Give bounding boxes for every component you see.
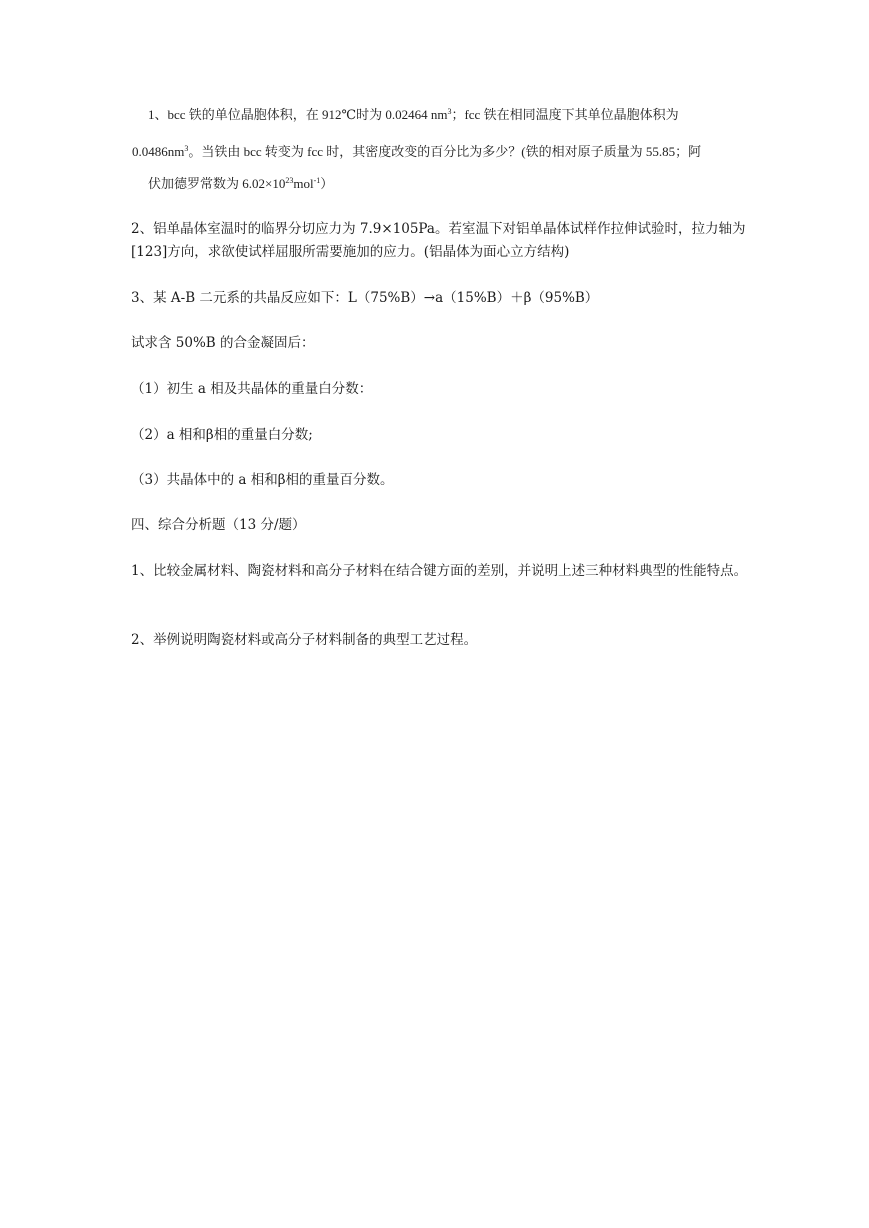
q1-text-part: 。当铁由 bcc 转变为 fcc 时，其密度改变的百分比为多少？(铁的相对原子质量为 55.85；阿	[188, 144, 702, 159]
question-1-line-2	[132, 141, 701, 160]
question-1-line-3	[148, 173, 333, 192]
question-2: 2、铝单晶体室温时的临界分切应力为 7.9×105Pa。若室温下对铝单晶体试样作拉伸试验时，拉力轴为[123]方向，求欲使试样屈服所需要施加的应力。(铝晶体为面心立方结构)	[131, 221, 746, 260]
section-4-question-2: 2、举例说明陶瓷材料或高分子材料制备的典型工艺过程。	[131, 632, 478, 648]
question-1-line-1	[148, 104, 679, 123]
q1-text-part: ；fcc 铁在相同温度下其单位晶胞体积为	[451, 107, 679, 122]
q1-text-part: 0.0486nm	[132, 144, 185, 159]
question-3-part-1: （1）初生 a 相及共晶体的重量白分数：	[131, 381, 373, 397]
q1-text-part: 伏加德罗常数为 6.02×10	[148, 176, 286, 191]
superscript: 3	[184, 144, 189, 153]
q1-text-part: ）	[320, 176, 334, 191]
question-3-part-2: （2）a 相和β相的重量白分数;	[131, 427, 313, 443]
q1-text-part: 1、bcc 铁的单位晶胞体积，在 912℃时为 0.02464 nm	[148, 107, 448, 122]
superscript: 23	[285, 176, 294, 185]
q1-text-part: mol	[293, 176, 314, 191]
question-3-intro: 试求含 50%B 的合金凝固后：	[131, 335, 315, 351]
superscript: 3	[447, 107, 452, 116]
question-3: 3、某 A-B 二元系的共晶反应如下：L（75%B）→a（15%B）＋β（95%B）	[131, 290, 599, 306]
section-4-question-1: 1、比较金属材料、陶瓷材料和高分子材料在结合键方面的差别，并说明上述三种材料典型的性能特点。	[131, 563, 748, 579]
section-heading: 四、综合分析题（13 分/题）	[131, 517, 306, 533]
question-3-part-3: （3）共晶体中的 a 相和β相的重量百分数。	[131, 472, 394, 488]
superscript: -1	[313, 176, 321, 185]
